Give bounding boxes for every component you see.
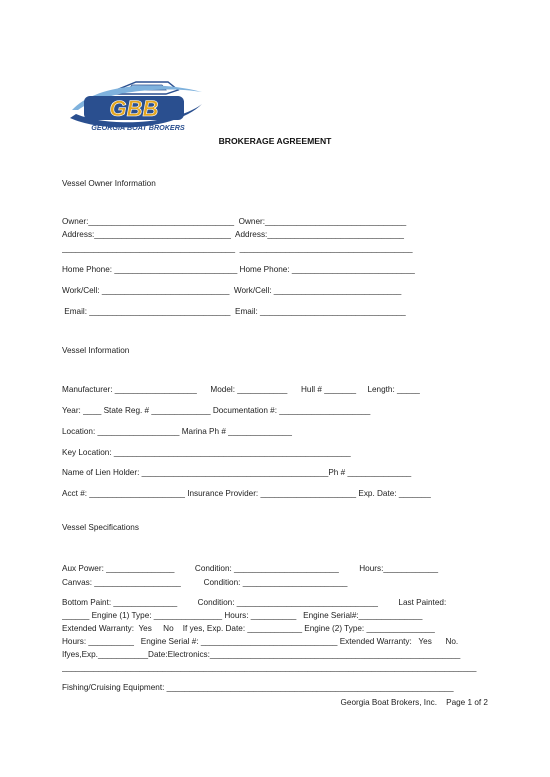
page-footer: Georgia Boat Brokers, Inc. Page 1 of 2 (340, 698, 488, 707)
work-cell-line: Work/Cell: ____________________________ Work/Cell: ____________________________ (62, 286, 402, 295)
warranty-1-line: Extended Warranty: Yes No If yes, Exp. Date: ____________ Engine (2) Type: _______________ (62, 624, 435, 633)
address-continuation-line: ______________________________________ ______________________________________ (62, 244, 413, 253)
manufacturer-line: Manufacturer: __________________ Model: ___________ Hull # _______ Length: _____ (62, 385, 420, 394)
year-line: Year: ____ State Reg. # _____________ Documentation #: ____________________ (62, 406, 371, 415)
aux-power-line: Aux Power: _______________ Condition: _______________________ Hours:____________ (62, 564, 439, 573)
section-heading-specs: Vessel Specifications (62, 523, 139, 532)
canvas-line: Canvas: ___________________ Condition: _______________________ (62, 578, 348, 587)
engine-1-line: ______ Engine (1) Type: _______________ Hours: __________ Engine Serial#:______________ (62, 611, 423, 620)
company-logo (66, 74, 206, 136)
logo-company-name: GEORGIA BOAT BROKERS (91, 123, 185, 132)
owner-line: Owner:________________________________ Owner:_______________________________ (62, 217, 407, 226)
document-title: BROKERAGE AGREEMENT (218, 136, 332, 146)
address-line: Address:______________________________ Address:______________________________ (62, 230, 404, 239)
location-line: Location: __________________ Marina Ph # ______________ (62, 427, 292, 436)
electronics-line: Ifyes,Exp.___________Date:Electronics:_______________________________________________________ (62, 650, 461, 659)
account-line: Acct #: _____________________ Insurance Provider: _____________________ Exp. Date: _______ (62, 489, 431, 498)
home-phone-line: Home Phone: ___________________________ Home Phone: ___________________________ (62, 265, 415, 274)
section-heading-owner: Vessel Owner Information (62, 179, 156, 188)
lien-holder-line: Name of Lien Holder: _________________________________________Ph # ______________ (62, 468, 412, 477)
bottom-paint-line: Bottom Paint: ______________ Condition: _______________________________ Last Painted: (62, 598, 447, 607)
email-line: Email: _______________________________ Email: ________________________________ (62, 307, 406, 316)
logo-monogram: GBB (109, 96, 159, 121)
section-heading-vessel: Vessel Information (62, 346, 130, 355)
key-location-line: Key Location: ____________________________________________________ (62, 448, 351, 457)
fishing-equipment-line: Fishing/Cruising Equipment: _______________________________________________________________ (62, 683, 454, 692)
electronics-continuation-line: ___________________________________________________________________________________________ (62, 663, 477, 672)
engine-2-line: Hours: __________ Engine Serial #: ______________________________ Extended Warranty: Yes No. (62, 637, 459, 646)
